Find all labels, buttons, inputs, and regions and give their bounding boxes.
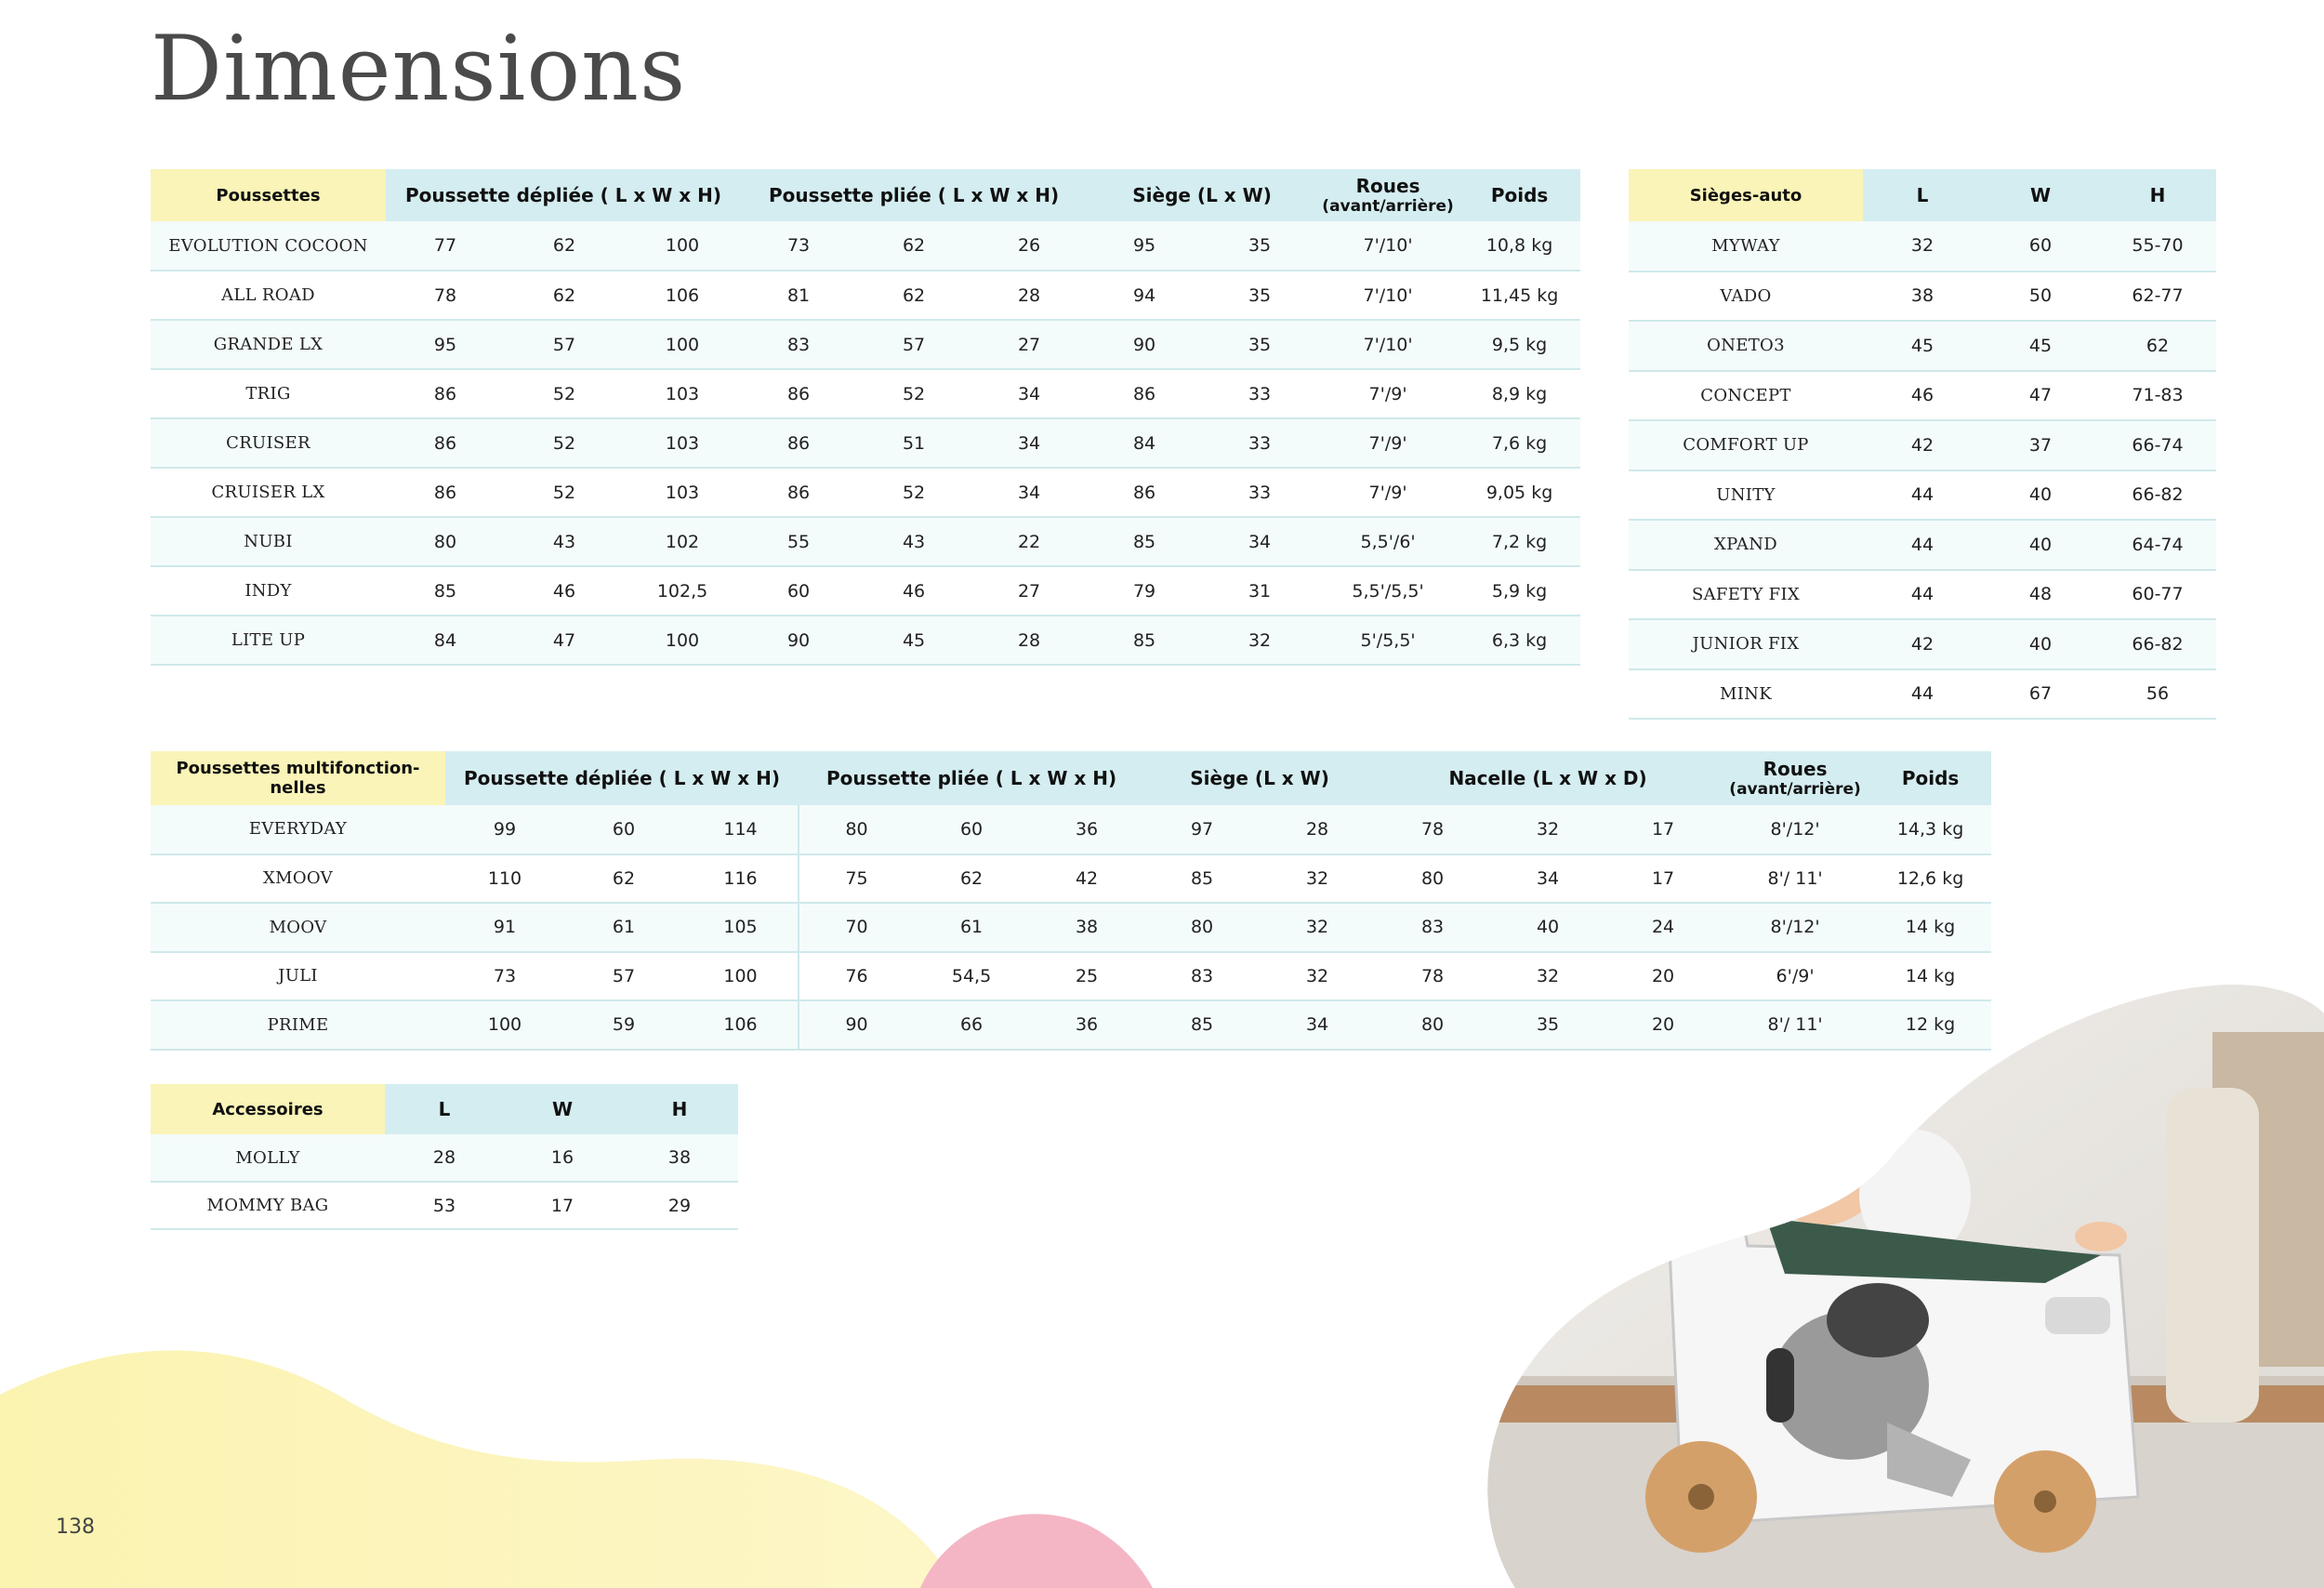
value-cell: 95 xyxy=(386,320,505,369)
accessoires-header-h: H xyxy=(621,1084,738,1134)
value-cell: 78 xyxy=(386,271,505,320)
value-cell: 66-82 xyxy=(2099,619,2216,669)
value-cell: 52 xyxy=(505,369,624,418)
value-cell: 100 xyxy=(624,615,741,665)
table-row xyxy=(1629,570,2216,620)
page-number: 138 xyxy=(56,1515,95,1539)
value-cell: 62 xyxy=(856,271,971,320)
value-cell: 14 kg xyxy=(1869,903,1991,952)
product-name-cell: LITE UP xyxy=(151,615,386,665)
value-cell: 28 xyxy=(1260,805,1375,854)
value-cell: 76 xyxy=(799,952,914,1001)
value-cell: 57 xyxy=(856,320,971,369)
table-row xyxy=(1629,271,2216,322)
multi-header-depliee: Poussette dépliée ( L x W x H) xyxy=(445,751,799,805)
value-cell: 73 xyxy=(741,221,856,271)
value-cell: 59 xyxy=(564,1000,683,1050)
product-name-cell: XPAND xyxy=(1629,520,1863,570)
multi-header-poids: Poids xyxy=(1869,751,1991,805)
value-cell: 86 xyxy=(386,468,505,517)
value-cell: 52 xyxy=(505,468,624,517)
value-cell: 66-82 xyxy=(2099,470,2216,521)
value-cell: 8'/ 11' xyxy=(1721,854,1869,904)
value-cell: 46 xyxy=(505,566,624,615)
table-row xyxy=(151,320,1580,369)
product-name-cell: XMOOV xyxy=(151,854,445,904)
value-cell: 36 xyxy=(1029,805,1144,854)
value-cell: 100 xyxy=(683,952,799,1001)
value-cell: 42 xyxy=(1863,420,1982,470)
value-cell: 71-83 xyxy=(2099,371,2216,421)
value-cell: 83 xyxy=(1144,952,1260,1001)
value-cell: 86 xyxy=(741,418,856,468)
value-cell: 38 xyxy=(621,1134,738,1182)
product-name-cell: CONCEPT xyxy=(1629,371,1863,421)
value-cell: 70 xyxy=(799,903,914,952)
table-row xyxy=(151,805,1991,854)
poussettes-header-siege: Siège (L x W) xyxy=(1087,169,1317,221)
product-name-cell: COMFORT UP xyxy=(1629,420,1863,470)
table-row xyxy=(151,952,1991,1001)
value-cell: 14,3 kg xyxy=(1869,805,1991,854)
value-cell: 7'/9' xyxy=(1317,369,1459,418)
table-row xyxy=(1629,470,2216,521)
value-cell: 7,2 kg xyxy=(1459,517,1580,566)
value-cell: 34 xyxy=(1260,1000,1375,1050)
product-name-cell: EVOLUTION COCOON xyxy=(151,221,386,271)
value-cell: 17 xyxy=(1605,805,1721,854)
table-row xyxy=(151,566,1580,615)
value-cell: 79 xyxy=(1087,566,1202,615)
value-cell: 38 xyxy=(1029,903,1144,952)
value-cell: 84 xyxy=(386,615,505,665)
value-cell: 102 xyxy=(624,517,741,566)
value-cell: 35 xyxy=(1202,221,1317,271)
value-cell: 37 xyxy=(1982,420,2099,470)
table-row xyxy=(151,615,1580,665)
value-cell: 85 xyxy=(1144,1000,1260,1050)
value-cell: 7,6 kg xyxy=(1459,418,1580,468)
value-cell: 33 xyxy=(1202,369,1317,418)
value-cell: 60-77 xyxy=(2099,570,2216,620)
value-cell: 12,6 kg xyxy=(1869,854,1991,904)
value-cell: 45 xyxy=(1982,321,2099,371)
value-cell: 60 xyxy=(914,805,1029,854)
value-cell: 5,5'/6' xyxy=(1317,517,1459,566)
page-title: Dimensions xyxy=(151,17,687,121)
accessoires-header-l: L xyxy=(385,1084,504,1134)
poussettes-header-depliee: Poussette dépliée ( L x W x H) xyxy=(386,169,741,221)
value-cell: 8'/12' xyxy=(1721,903,1869,952)
value-cell: 46 xyxy=(1863,371,1982,421)
value-cell: 9,05 kg xyxy=(1459,468,1580,517)
table-row xyxy=(1629,420,2216,470)
value-cell: 73 xyxy=(445,952,564,1001)
value-cell: 32 xyxy=(1490,952,1605,1001)
value-cell: 27 xyxy=(971,566,1087,615)
value-cell: 45 xyxy=(856,615,971,665)
product-name-cell: CRUISER LX xyxy=(151,468,386,517)
value-cell: 6'/9' xyxy=(1721,952,1869,1001)
child-in-toy-cart-photo xyxy=(1450,976,2324,1588)
table-row xyxy=(151,1182,738,1229)
value-cell: 91 xyxy=(445,903,564,952)
value-cell: 25 xyxy=(1029,952,1144,1001)
value-cell: 102,5 xyxy=(624,566,741,615)
value-cell: 20 xyxy=(1605,952,1721,1001)
poussettes-header-label: Poussettes xyxy=(151,169,386,221)
value-cell: 86 xyxy=(741,468,856,517)
value-cell: 46 xyxy=(856,566,971,615)
value-cell: 47 xyxy=(1982,371,2099,421)
sieges-header-l: L xyxy=(1863,169,1982,221)
value-cell: 86 xyxy=(386,369,505,418)
value-cell: 50 xyxy=(1982,271,2099,322)
pink-blob-decoration xyxy=(911,1506,1171,1588)
value-cell: 5,9 kg xyxy=(1459,566,1580,615)
table-row xyxy=(1629,619,2216,669)
value-cell: 40 xyxy=(1490,903,1605,952)
value-cell: 10,8 kg xyxy=(1459,221,1580,271)
value-cell: 28 xyxy=(971,271,1087,320)
table-row xyxy=(151,517,1580,566)
value-cell: 62 xyxy=(564,854,683,904)
value-cell: 62 xyxy=(856,221,971,271)
value-cell: 34 xyxy=(971,468,1087,517)
value-cell: 57 xyxy=(564,952,683,1001)
value-cell: 62 xyxy=(2099,321,2216,371)
value-cell: 80 xyxy=(1144,903,1260,952)
product-name-cell: NUBI xyxy=(151,517,386,566)
value-cell: 28 xyxy=(385,1134,504,1182)
table-row xyxy=(151,271,1580,320)
value-cell: 55-70 xyxy=(2099,221,2216,271)
value-cell: 31 xyxy=(1202,566,1317,615)
table-row xyxy=(151,1134,738,1182)
value-cell: 85 xyxy=(1087,517,1202,566)
value-cell: 35 xyxy=(1202,271,1317,320)
product-name-cell: TRIG xyxy=(151,369,386,418)
product-name-cell: INDY xyxy=(151,566,386,615)
value-cell: 86 xyxy=(386,418,505,468)
value-cell: 66-74 xyxy=(2099,420,2216,470)
value-cell: 62 xyxy=(505,221,624,271)
value-cell: 32 xyxy=(1260,854,1375,904)
product-name-cell: JUNIOR FIX xyxy=(1629,619,1863,669)
value-cell: 86 xyxy=(741,369,856,418)
value-cell: 80 xyxy=(386,517,505,566)
value-cell: 103 xyxy=(624,468,741,517)
value-cell: 8,9 kg xyxy=(1459,369,1580,418)
sieges-auto-table xyxy=(1629,169,2216,720)
value-cell: 44 xyxy=(1863,570,1982,620)
product-name-cell: JULI xyxy=(151,952,445,1001)
value-cell: 34 xyxy=(971,369,1087,418)
product-name-cell: MYWAY xyxy=(1629,221,1863,271)
poussettes-table xyxy=(151,169,1580,666)
value-cell: 32 xyxy=(1490,805,1605,854)
product-name-cell: CRUISER xyxy=(151,418,386,468)
value-cell: 9,5 kg xyxy=(1459,320,1580,369)
value-cell: 34 xyxy=(971,418,1087,468)
product-name-cell: EVERYDAY xyxy=(151,805,445,854)
value-cell: 64-74 xyxy=(2099,520,2216,570)
value-cell: 28 xyxy=(971,615,1087,665)
accessoires-table xyxy=(151,1084,738,1230)
value-cell: 7'/10' xyxy=(1317,271,1459,320)
value-cell: 90 xyxy=(741,615,856,665)
value-cell: 77 xyxy=(386,221,505,271)
value-cell: 57 xyxy=(505,320,624,369)
sieges-header-h: H xyxy=(2099,169,2216,221)
value-cell: 8'/12' xyxy=(1721,805,1869,854)
value-cell: 105 xyxy=(683,903,799,952)
value-cell: 81 xyxy=(741,271,856,320)
table-row xyxy=(151,1000,1991,1050)
value-cell: 32 xyxy=(1863,221,1982,271)
value-cell: 83 xyxy=(1375,903,1490,952)
poussettes-header-roues: Roues (avant/arrière) xyxy=(1317,169,1459,221)
value-cell: 5,5'/5,5' xyxy=(1317,566,1459,615)
product-name-cell: PRIME xyxy=(151,1000,445,1050)
table-row xyxy=(151,468,1580,517)
value-cell: 8'/ 11' xyxy=(1721,1000,1869,1050)
value-cell: 100 xyxy=(624,320,741,369)
value-cell: 83 xyxy=(741,320,856,369)
value-cell: 44 xyxy=(1863,520,1982,570)
value-cell: 97 xyxy=(1144,805,1260,854)
table-row xyxy=(1629,321,2216,371)
value-cell: 7'/10' xyxy=(1317,320,1459,369)
value-cell: 56 xyxy=(2099,669,2216,720)
value-cell: 103 xyxy=(624,418,741,468)
multi-header-pliee: Poussette pliée ( L x W x H) xyxy=(799,751,1144,805)
value-cell: 20 xyxy=(1605,1000,1721,1050)
value-cell: 42 xyxy=(1029,854,1144,904)
value-cell: 78 xyxy=(1375,805,1490,854)
value-cell: 116 xyxy=(683,854,799,904)
value-cell: 62 xyxy=(914,854,1029,904)
value-cell: 6,3 kg xyxy=(1459,615,1580,665)
product-name-cell: GRANDE LX xyxy=(151,320,386,369)
value-cell: 106 xyxy=(624,271,741,320)
value-cell: 7'/9' xyxy=(1317,418,1459,468)
value-cell: 85 xyxy=(1087,615,1202,665)
value-cell: 54,5 xyxy=(914,952,1029,1001)
multi-header-nacelle: Nacelle (L x W x D) xyxy=(1375,751,1721,805)
value-cell: 26 xyxy=(971,221,1087,271)
value-cell: 80 xyxy=(1375,1000,1490,1050)
value-cell: 7'/10' xyxy=(1317,221,1459,271)
table-row xyxy=(151,418,1580,468)
table-row xyxy=(151,854,1991,904)
value-cell: 29 xyxy=(621,1182,738,1229)
value-cell: 45 xyxy=(1863,321,1982,371)
value-cell: 47 xyxy=(505,615,624,665)
table-row xyxy=(1629,371,2216,421)
accessoires-header-label: Accessoires xyxy=(151,1084,385,1134)
product-name-cell: SAFETY FIX xyxy=(1629,570,1863,620)
value-cell: 75 xyxy=(799,854,914,904)
value-cell: 33 xyxy=(1202,418,1317,468)
value-cell: 85 xyxy=(1144,854,1260,904)
value-cell: 34 xyxy=(1202,517,1317,566)
value-cell: 43 xyxy=(856,517,971,566)
value-cell: 32 xyxy=(1260,952,1375,1001)
multi-header-label: Poussettes multifonction- nelles xyxy=(151,751,445,805)
value-cell: 84 xyxy=(1087,418,1202,468)
value-cell: 35 xyxy=(1490,1000,1605,1050)
value-cell: 106 xyxy=(683,1000,799,1050)
value-cell: 42 xyxy=(1863,619,1982,669)
value-cell: 61 xyxy=(564,903,683,952)
value-cell: 40 xyxy=(1982,470,2099,521)
product-name-cell: ONETO3 xyxy=(1629,321,1863,371)
value-cell: 67 xyxy=(1982,669,2099,720)
accessoires-header-w: W xyxy=(504,1084,621,1134)
value-cell: 94 xyxy=(1087,271,1202,320)
value-cell: 52 xyxy=(856,369,971,418)
value-cell: 60 xyxy=(1982,221,2099,271)
value-cell: 86 xyxy=(1087,468,1202,517)
product-name-cell: MOOV xyxy=(151,903,445,952)
value-cell: 90 xyxy=(799,1000,914,1050)
value-cell: 16 xyxy=(504,1134,621,1182)
value-cell: 40 xyxy=(1982,619,2099,669)
value-cell: 11,45 kg xyxy=(1459,271,1580,320)
value-cell: 52 xyxy=(505,418,624,468)
value-cell: 80 xyxy=(1375,854,1490,904)
value-cell: 103 xyxy=(624,369,741,418)
poussettes-header-pliee: Poussette pliée ( L x W x H) xyxy=(741,169,1087,221)
multifonction-table xyxy=(151,751,1991,1051)
value-cell: 51 xyxy=(856,418,971,468)
table-row xyxy=(1629,669,2216,720)
value-cell: 60 xyxy=(741,566,856,615)
sieges-header-label: Sièges-auto xyxy=(1629,169,1863,221)
value-cell: 33 xyxy=(1202,468,1317,517)
product-name-cell: MOMMY BAG xyxy=(151,1182,385,1229)
value-cell: 78 xyxy=(1375,952,1490,1001)
product-name-cell: MINK xyxy=(1629,669,1863,720)
value-cell: 38 xyxy=(1863,271,1982,322)
value-cell: 62-77 xyxy=(2099,271,2216,322)
value-cell: 34 xyxy=(1490,854,1605,904)
value-cell: 66 xyxy=(914,1000,1029,1050)
value-cell: 48 xyxy=(1982,570,2099,620)
value-cell: 32 xyxy=(1202,615,1317,665)
value-cell: 44 xyxy=(1863,669,1982,720)
product-name-cell: MOLLY xyxy=(151,1134,385,1182)
value-cell: 24 xyxy=(1605,903,1721,952)
value-cell: 14 kg xyxy=(1869,952,1991,1001)
product-name-cell: VADO xyxy=(1629,271,1863,322)
table-row xyxy=(151,903,1991,952)
value-cell: 100 xyxy=(624,221,741,271)
value-cell: 43 xyxy=(505,517,624,566)
value-cell: 100 xyxy=(445,1000,564,1050)
value-cell: 27 xyxy=(971,320,1087,369)
value-cell: 86 xyxy=(1087,369,1202,418)
value-cell: 114 xyxy=(683,805,799,854)
value-cell: 32 xyxy=(1260,903,1375,952)
value-cell: 40 xyxy=(1982,520,2099,570)
value-cell: 35 xyxy=(1202,320,1317,369)
multi-header-roues: Roues (avant/arrière) xyxy=(1721,751,1869,805)
value-cell: 5'/5,5' xyxy=(1317,615,1459,665)
multi-header-siege: Siège (L x W) xyxy=(1144,751,1375,805)
table-row xyxy=(1629,520,2216,570)
product-name-cell: ALL ROAD xyxy=(151,271,386,320)
table-row xyxy=(1629,221,2216,271)
value-cell: 55 xyxy=(741,517,856,566)
value-cell: 95 xyxy=(1087,221,1202,271)
value-cell: 17 xyxy=(1605,854,1721,904)
value-cell: 99 xyxy=(445,805,564,854)
table-row xyxy=(151,369,1580,418)
poussettes-header-poids: Poids xyxy=(1459,169,1580,221)
value-cell: 52 xyxy=(856,468,971,517)
table-row xyxy=(151,221,1580,271)
value-cell: 36 xyxy=(1029,1000,1144,1050)
value-cell: 110 xyxy=(445,854,564,904)
value-cell: 53 xyxy=(385,1182,504,1229)
value-cell: 22 xyxy=(971,517,1087,566)
product-name-cell: UNITY xyxy=(1629,470,1863,521)
value-cell: 62 xyxy=(505,271,624,320)
value-cell: 90 xyxy=(1087,320,1202,369)
value-cell: 61 xyxy=(914,903,1029,952)
value-cell: 60 xyxy=(564,805,683,854)
value-cell: 12 kg xyxy=(1869,1000,1991,1050)
value-cell: 7'/9' xyxy=(1317,468,1459,517)
value-cell: 44 xyxy=(1863,470,1982,521)
sieges-header-w: W xyxy=(1982,169,2099,221)
value-cell: 85 xyxy=(386,566,505,615)
value-cell: 80 xyxy=(799,805,914,854)
value-cell: 17 xyxy=(504,1182,621,1229)
